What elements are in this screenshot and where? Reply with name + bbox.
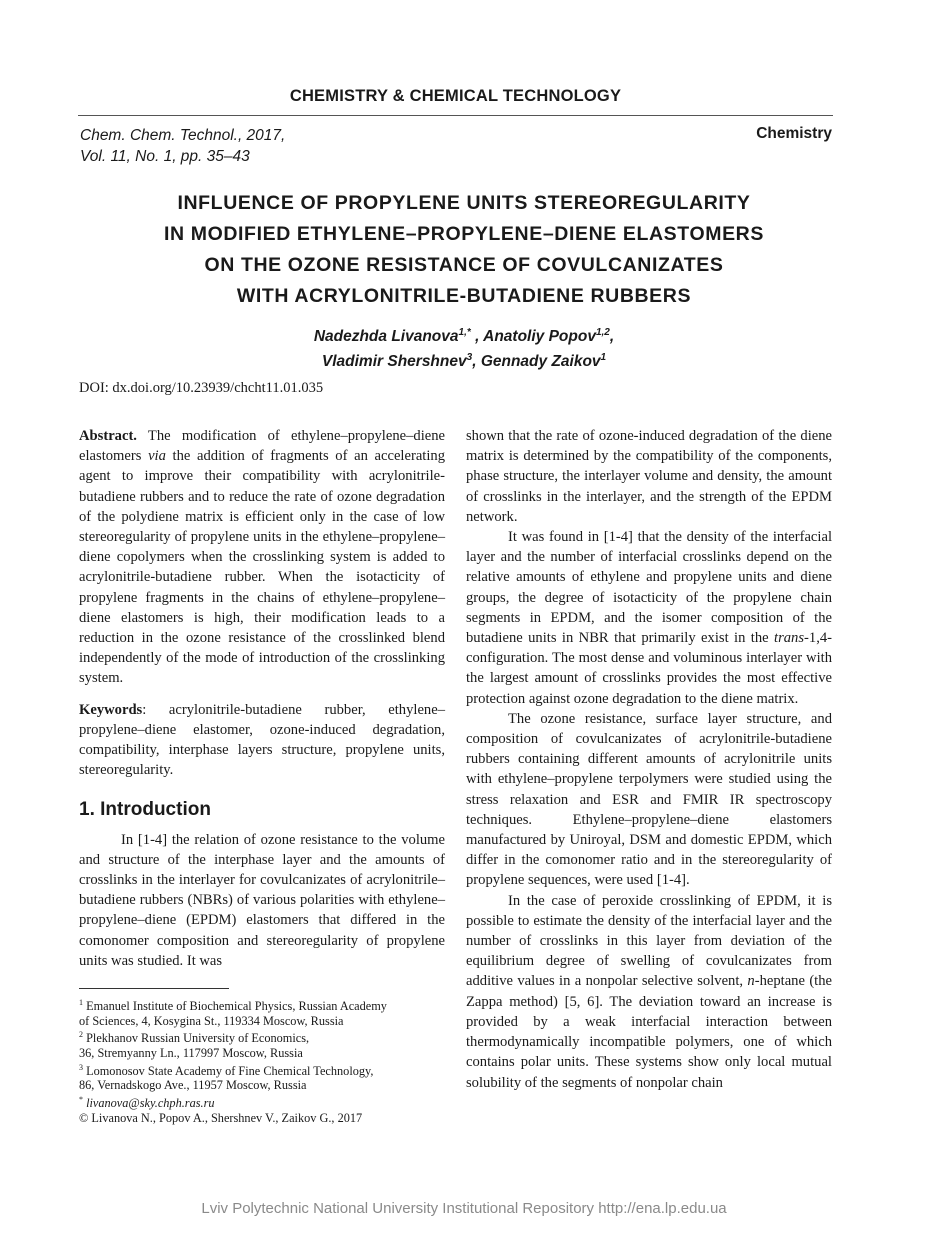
keywords-text: : acrylonitrile-butadiene rubber, ethylene–propylene–diene elastomer, ozone-induced degradation, compatibility, interphase layers structure, propylene units, stereoregularity. bbox=[79, 701, 445, 779]
right-column bbox=[466, 426, 832, 1093]
footnote-3-cont: 86, Vernadskogo Ave., 11957 Moscow, Russia bbox=[79, 1078, 307, 1093]
paragraph: In [1-4] the relation of ozone resistance to the volume and structure of the interphase layer and the amounts of crosslinks in the interlayer for covulcanizates of acrylonitrile–butadiene rubbers (NBRs) of various polarities with ethylene–propylene–diene (EPDM) elastomers that differed in the comonomer composition and stereoregularity of propylene units was studied. It was bbox=[79, 831, 445, 969]
citation-line-1: Chem. Chem. Technol., 2017, bbox=[80, 127, 286, 144]
keywords bbox=[79, 700, 445, 781]
doi-link[interactable]: DOI: dx.doi.org/10.23939/chcht11.01.035 bbox=[79, 380, 324, 396]
copyright: © Livanova N., Popov A., Shershnev V., Zaikov G., 2017 bbox=[79, 1110, 363, 1125]
separator: , bbox=[470, 328, 484, 346]
citation bbox=[80, 125, 285, 167]
paragraph: shown that the rate of ozone-induced degradation of the diene matrix is determined by the compatibility of the components, phase structure, the interlayer volume and density, the amount of crosslinks in the interlayer, and the strength of the EPDM network. bbox=[466, 428, 832, 525]
footnote-2 bbox=[79, 1028, 449, 1046]
author-name: Gennady Zaikov bbox=[480, 353, 601, 371]
footnote-divider bbox=[79, 988, 229, 989]
footnote-1-cont: of Sciences, 4, Kosygina St., 119334 Moscow, Russia bbox=[79, 1013, 344, 1028]
left-column bbox=[79, 426, 445, 971]
repository-footer[interactable]: Lviv Polytechnic National University Institutional Repository http://ena.lp.edu.ua bbox=[201, 1200, 727, 1217]
author-name: Nadezhda Livanova bbox=[313, 328, 459, 346]
author-affiliation-mark: 3 bbox=[466, 352, 473, 364]
abstract-text: The modification of ethylene–propylene–diene elastomers bbox=[79, 428, 445, 465]
header-divider bbox=[78, 115, 833, 116]
title-line-4: WITH ACRYLONITRILE-BUTADIENE RUBBERS bbox=[236, 285, 692, 307]
title-line-2: IN MODIFIED ETHYLENE–PROPYLENE–DIENE ELASTOMERS bbox=[164, 223, 764, 245]
keywords-label: Keywords bbox=[79, 701, 143, 718]
email-link[interactable]: livanova@sky.chph.ras.ru bbox=[83, 1095, 215, 1110]
author-list bbox=[78, 322, 850, 372]
separator: , bbox=[472, 353, 481, 371]
citation-line-2: Vol. 11, No. 1, pp. 35–43 bbox=[80, 148, 250, 165]
separator: , bbox=[609, 328, 615, 346]
paragraph-text: -1,4-configuration. The most dense and voluminous interlayer with the largest amount of crosslinks provides the most effective protection against ozone degradation to the diene matrix. bbox=[466, 630, 832, 707]
author-affiliation-mark: 1 bbox=[600, 352, 607, 364]
footnote-mark: 3 bbox=[79, 1062, 83, 1072]
footnote-mark: 2 bbox=[79, 1030, 83, 1040]
footnote-text: Lomonosov State Academy of Fine Chemical Technology, bbox=[83, 1063, 374, 1078]
section-heading: 1. Introduction bbox=[79, 799, 211, 821]
author-affiliation-mark: 1,2 bbox=[595, 327, 610, 338]
footnote-1 bbox=[79, 996, 449, 1014]
paragraph-text: It was found in [1-4] that the density of the interfacial layer and the number of interfacial crosslinks depend on the relative amounts of ethylene and propylene units and diene groups, the degree of isotacticity of the propylene chain segments in EPDM, and the isomer composition of the butadiene units in NBR that primarily exist in the bbox=[466, 529, 832, 647]
footnote-3 bbox=[79, 1061, 449, 1079]
paragraph-text: In the case of peroxide crosslinking of EPDM, it is possible to estimate the density of the interfacial layer and the number of crosslinks in this layer from deviation of the equilibrium degree of swelling of covulcanizates from additive values in a nonpolar selective solvent, bbox=[466, 892, 832, 990]
paragraph bbox=[466, 891, 832, 1093]
paragraph-text: n bbox=[747, 973, 755, 990]
abstract-text: via bbox=[148, 448, 166, 465]
corresponding-email bbox=[79, 1093, 449, 1111]
journal-name: CHEMISTRY & CHEMICAL TECHNOLOGY bbox=[289, 87, 622, 105]
footnote-mark: 1 bbox=[79, 998, 83, 1007]
section-label: Chemistry bbox=[756, 125, 832, 142]
author-affiliation-mark: 1,* bbox=[458, 327, 471, 338]
abstract-text: the addition of fragments of an accelerating agent to improve their compatibility with acrylonitrile-butadiene rubbers and to reduce the rate of ozone degradation of the polydiene matrix is efficient only in the case of low stereoregularity of propylene units in the ethylene–propylene–diene copolymers when the crosslinking system is added to acrylonitrile-butadiene rubber. When the isotacticity of propylene fragments in the chains of ethylene–propylene–diene elastomers is high, their modification leads to a reduction in the ozone resistance of the crosslinked blend independently of the mode of introduction of the crosslinking system. bbox=[79, 448, 445, 687]
author-name: Vladimir Shershnev bbox=[321, 353, 467, 371]
title-line-1: INFLUENCE OF PROPYLENE UNITS STEREOREGULARITY bbox=[177, 192, 751, 214]
footnotes bbox=[79, 996, 449, 1125]
footnote-text: Emanuel Institute of Biochemical Physics, Russian Academy bbox=[83, 999, 387, 1014]
footnote-text: Plekhanov Russian University of Economics, bbox=[83, 1031, 310, 1046]
paper-title bbox=[78, 188, 850, 312]
paragraph-text: trans bbox=[774, 630, 805, 647]
paragraph-text: -heptane (the Zappa method) [5, 6]. The deviation toward an increase is provided by a weak interfacial interaction between thermodynamically incompatible polymers, one of which contains polar units. These systems show only local mutual solubility of the segments of nonpolar chain bbox=[466, 973, 833, 1091]
paragraph: The ozone resistance, surface layer structure, and composition of covulcanizates of acrylonitrile-butadiene rubbers containing different amounts of acrylonitrile units with ethylene–propylene terpolymers were studied using the stress relaxation and ESR and FMIR IR spectroscopy techniques. Ethylene–propylene–diene elastomers manufactured by Uniroyal, DSM and domestic EPDM, which differ in the comonomer ratio and in the stereoregularity of propylene sequences, were used [1-4]. bbox=[466, 710, 832, 889]
abstract bbox=[79, 426, 445, 689]
footnote-2-cont: 36, Stremyanny Ln., 117997 Moscow, Russia bbox=[79, 1045, 303, 1060]
title-line-3: ON THE OZONE RESISTANCE OF COVULCANIZATES bbox=[204, 254, 724, 276]
abstract-label: Abstract. bbox=[79, 428, 137, 444]
author-name: Anatoliy Popov bbox=[483, 328, 596, 346]
paragraph bbox=[466, 527, 832, 709]
footnote-mark: * bbox=[79, 1094, 83, 1104]
